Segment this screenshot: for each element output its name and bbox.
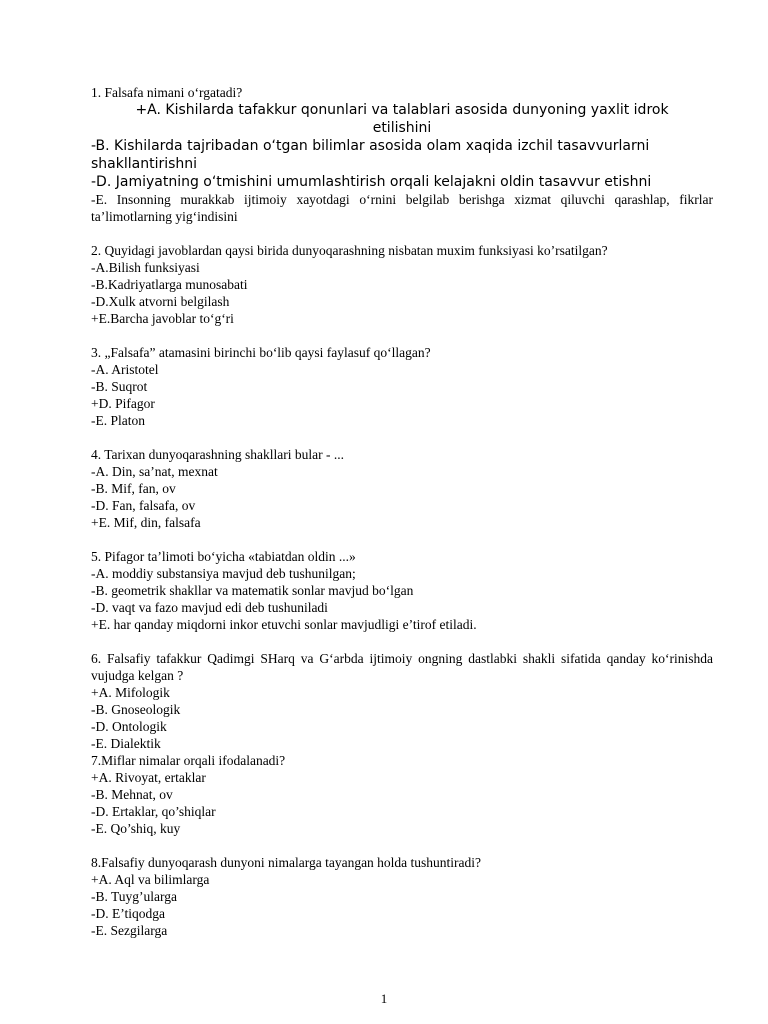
answer-option: -D. vaqt va fazo mavjud edi deb tushuniladi: [91, 600, 328, 615]
answer-option: +A. Aql va bilimlarga: [91, 872, 210, 887]
spacer: [91, 429, 713, 446]
answer-option: -B. Suqrot: [91, 379, 148, 394]
question-block: [91, 548, 713, 633]
document-body: [91, 84, 713, 939]
spacer: [91, 225, 713, 242]
question-block: [91, 446, 713, 531]
answer-option: -A. moddiy substansiya mavjud deb tushunilgan;: [91, 566, 356, 581]
answer-option: -B. Tuyg’ularga: [91, 889, 178, 904]
answer-option: -E. Platon: [91, 413, 145, 428]
question-block: [91, 344, 713, 429]
answer-option: -D. Jamiyatning o‘tmishini umumlashtirish orqali kelajakni oldin tasavvur etishni: [91, 174, 652, 190]
question-text: 6. Falsafiy tafakkur Qadimgi SHarq va G‘arbda ijtimoiy ongning dastlabki shakli sifatida qanday ko‘rinishda vujudga kelgan ?: [91, 651, 713, 683]
answer-option: -A.Bilish funksiyasi: [91, 260, 200, 275]
answer-option: +E.Barcha javoblar to‘g‘ri: [91, 311, 234, 326]
answer-option: +A. Mifologik: [91, 685, 170, 700]
answer-option: -B. Kishilarda tajribadan o‘tgan bilimlar asosida olam xaqida izchil tasavvurlarni shakllantirishni: [91, 138, 650, 172]
answer-option: -B. Mif, fan, ov: [91, 481, 176, 496]
answer-option: -B.Kadriyatlarga munosabati: [91, 277, 248, 292]
question-text: 8.Falsafiy dunyoqarash dunyoni nimalarga tayangan holda tushuntiradi?: [91, 855, 482, 870]
answer-option: -D. Fan, falsafa, ov: [91, 498, 196, 513]
answer-option: -D. E’tiqodga: [91, 906, 165, 921]
question-block: [91, 84, 713, 225]
question-block: [91, 650, 713, 752]
spacer: [91, 327, 713, 344]
question-text: 3. „Falsafa” atamasini birinchi bo‘lib qaysi faylasuf qo‘llagan?: [91, 345, 431, 360]
answer-option: -E. Qo’shiq, kuy: [91, 821, 181, 836]
answer-option: -A. Aristotel: [91, 362, 159, 377]
question-block: [91, 752, 713, 837]
answer-option: -B. geometrik shakllar va matematik sonlar mavjud bo‘lgan: [91, 583, 414, 598]
answer-option: -E. Sezgilarga: [91, 923, 168, 938]
spacer: [91, 531, 713, 548]
question-text: 1. Falsafa nimani o‘rgatadi?: [91, 85, 243, 100]
page-number: 1: [380, 991, 388, 1006]
answer-option: -E. Insonning murakkab ijtimoiy xayotdagi o‘rnini belgilab berishga xizmat qiluvchi qarashlap, fikrlar ta’limotlarning yig‘indisini: [91, 192, 713, 224]
answer-option: -D.Xulk atvorni belgilash: [91, 294, 230, 309]
spacer: [91, 837, 713, 854]
spacer: [91, 633, 713, 650]
answer-option: -D. Ertaklar, qo’shiqlar: [91, 804, 216, 819]
answer-option: -B. Mehnat, ov: [91, 787, 173, 802]
answer-option: +E. Mif, din, falsafa: [91, 515, 201, 530]
answer-option: -A. Din, sa’nat, mexnat: [91, 464, 218, 479]
question-text: 2. Quyidagi javoblardan qaysi birida dunyoqarashning nisbatan muxim funksiyasi ko’rsatilgan?: [91, 243, 608, 258]
answer-option: +A. Kishilarda tafakkur qonunlari va talablari asosida dunyoning yaxlit idrok etilishini: [135, 102, 669, 136]
answer-option: -B. Gnoseologik: [91, 702, 181, 717]
answer-option: -D. Ontologik: [91, 719, 167, 734]
question-text: 5. Pifagor ta’limoti bo‘yicha «tabiatdan oldin ...»: [91, 549, 356, 564]
question-text: 4. Tarixan dunyoqarashning shakllari bular - ...: [91, 447, 344, 462]
question-text: 7.Miflar nimalar orqali ifodalanadi?: [91, 753, 286, 768]
question-block: [91, 242, 713, 327]
answer-option: +D. Pifagor: [91, 396, 155, 411]
answer-option: -E. Dialektik: [91, 736, 161, 751]
question-block: [91, 854, 713, 939]
answer-option: +A. Rivoyat, ertaklar: [91, 770, 206, 785]
answer-option: +E. har qanday miqdorni inkor etuvchi sonlar mavjudligi e’tirof etiladi.: [91, 617, 477, 632]
